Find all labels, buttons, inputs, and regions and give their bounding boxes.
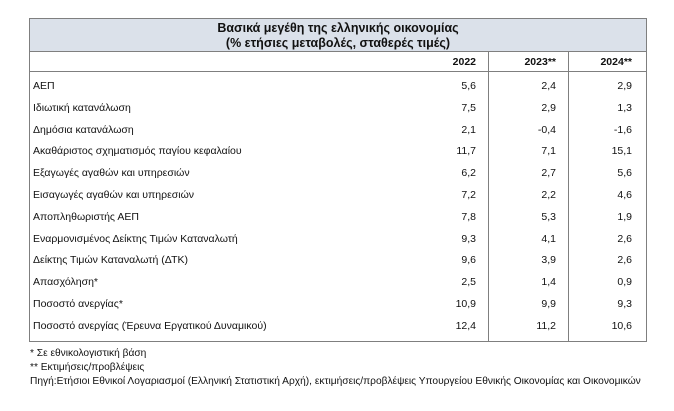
row-value: 1,4 — [541, 276, 556, 289]
row-label: Εξαγωγές αγαθών και υπηρεσιών — [33, 167, 190, 180]
row-label: Εισαγωγές αγαθών και υπηρεσιών — [33, 188, 195, 201]
row-value: 4,1 — [541, 232, 556, 245]
table-subtitle: (% ετήσιες μεταβολές, σταθερές τιμές) — [225, 36, 451, 50]
row-value: 2,4 — [541, 80, 556, 92]
row-value: -1,6 — [613, 123, 632, 136]
row-value: 2,2 — [541, 188, 556, 201]
table-row — [30, 294, 646, 316]
table-header-row — [30, 52, 646, 72]
row-value: 0,9 — [617, 276, 632, 289]
row-value: 2,1 — [461, 123, 476, 136]
row-value: 11,2 — [536, 319, 556, 332]
column-header-2023: 2023** — [524, 56, 556, 68]
row-label: Δείκτης Τιμών Καταναλωτή (ΔΤΚ) — [33, 254, 189, 267]
table-row — [30, 141, 646, 163]
column-header-2024: 2024** — [600, 56, 632, 68]
footnote-single-asterisk: * Σε εθνικολογιστική βάση — [30, 348, 147, 359]
row-value: 9,9 — [541, 297, 556, 310]
row-value: 7,1 — [541, 145, 556, 158]
row-value: 5,6 — [461, 80, 476, 92]
row-value: 2,9 — [617, 80, 632, 92]
source-note: Πηγή:Ετήσιοι Εθνικοί Λογαριασμοί (Ελληνική Στατιστική Αρχή), εκτιμήσεις/προβλέψεις Υπουργείου Εθνικής Οικονομίας και Οικονομικών — [30, 376, 641, 387]
table-notes — [30, 347, 650, 389]
row-label: Ποσοστό ανεργίας (Έρευνα Εργατικού Δυναμικού) — [33, 319, 267, 332]
table-row — [30, 163, 646, 185]
row-value: 2,7 — [541, 167, 556, 180]
row-value: 7,2 — [461, 188, 476, 201]
row-value: -0,4 — [537, 123, 556, 136]
row-label: ΑΕΠ — [33, 80, 55, 92]
row-value: 6,2 — [461, 167, 476, 180]
row-label: Δημόσια κατανάλωση — [33, 123, 134, 136]
table-row — [30, 76, 646, 98]
table-row — [30, 98, 646, 120]
footnote-double-asterisk: ** Εκτιμήσεις/προβλέψεις — [30, 362, 145, 373]
row-value: 2,5 — [461, 276, 476, 289]
table-row — [30, 229, 646, 251]
table-row — [30, 207, 646, 229]
row-label: Αποπληθωριστής ΑΕΠ — [33, 210, 139, 223]
row-value: 9,3 — [617, 297, 632, 310]
row-label: Απασχόληση* — [33, 276, 99, 289]
row-value: 7,8 — [461, 210, 476, 223]
column-header-2022: 2022 — [452, 56, 476, 68]
row-value: 2,9 — [541, 101, 556, 114]
table-title-band — [30, 19, 646, 52]
table-row — [30, 120, 646, 142]
row-label: Ποσοστό ανεργίας* — [33, 297, 123, 310]
table-title: Βασικά μεγέθη της ελληνικής οικονομίας — [217, 21, 459, 35]
row-label: Εναρμονισμένος Δείκτης Τιμών Καταναλωτή — [33, 232, 238, 245]
row-value: 1,9 — [617, 210, 632, 223]
row-value: 15,1 — [611, 145, 632, 158]
row-value: 9,6 — [461, 254, 476, 267]
table-body — [30, 76, 646, 338]
table-row — [30, 272, 646, 294]
row-value: 9,3 — [461, 232, 476, 245]
row-value: 5,6 — [617, 167, 632, 180]
table-row — [30, 316, 646, 338]
row-value: 5,3 — [541, 210, 556, 223]
row-value: 4,6 — [617, 188, 632, 201]
row-value: 1,3 — [617, 101, 632, 114]
economy-table — [29, 18, 647, 342]
row-label: Ακαθάριστος σχηματισμός παγίου κεφαλαίου — [33, 145, 242, 158]
row-value: 12,4 — [455, 319, 476, 332]
table-row — [30, 250, 646, 272]
row-value: 2,6 — [617, 254, 632, 267]
row-value: 10,6 — [611, 319, 632, 332]
row-value: 11,7 — [456, 145, 476, 158]
row-value: 2,6 — [617, 232, 632, 245]
row-value: 7,5 — [461, 101, 476, 114]
row-value: 3,9 — [541, 254, 556, 267]
table-row — [30, 185, 646, 207]
row-value: 10,9 — [455, 297, 476, 310]
row-label: Ιδιωτική κατανάλωση — [33, 101, 131, 114]
